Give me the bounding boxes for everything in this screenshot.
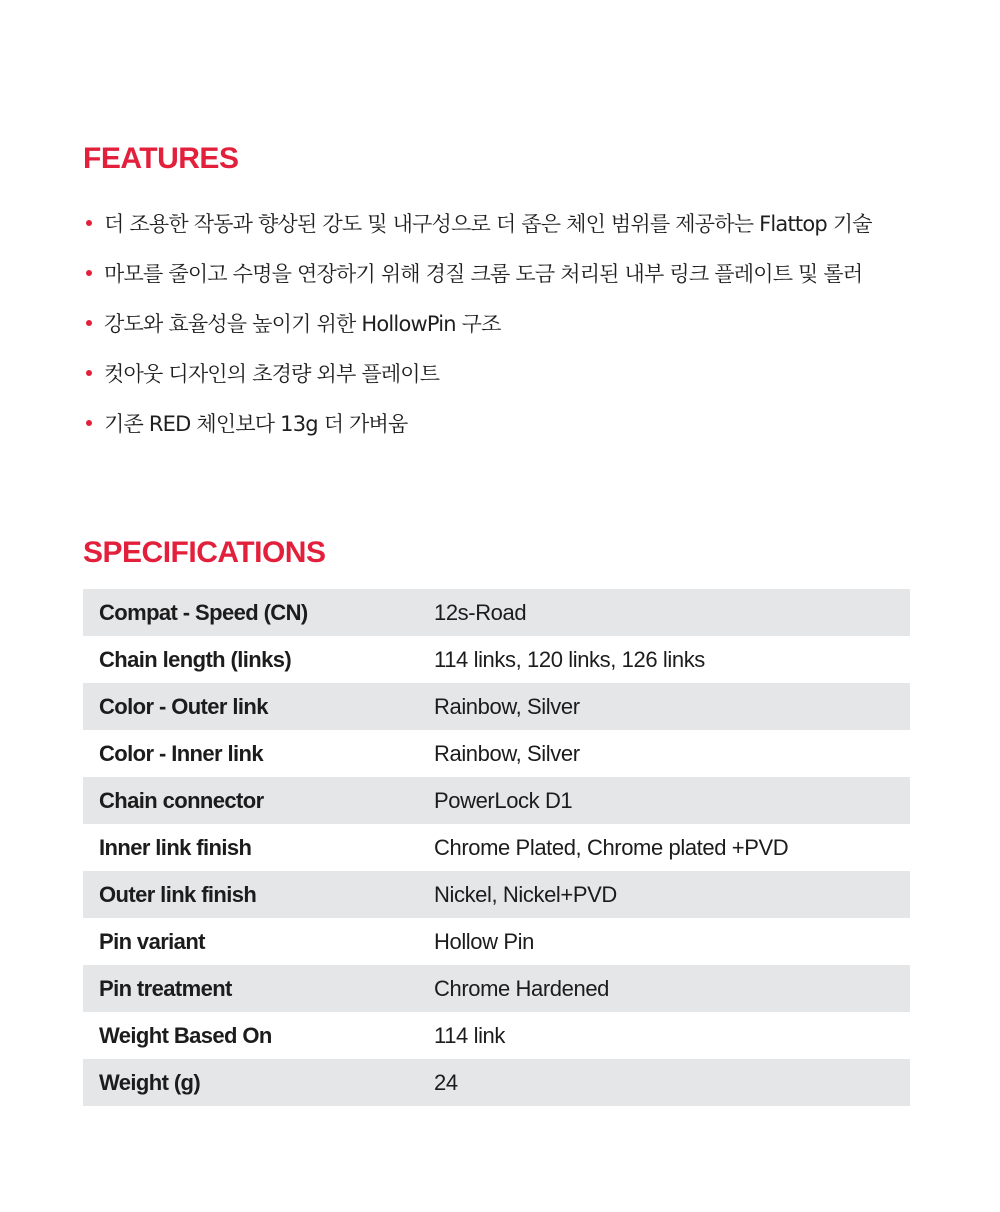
bullet-icon	[86, 420, 92, 426]
spec-value: Rainbow, Silver	[434, 683, 910, 730]
spec-row-chain-connector	[83, 777, 910, 824]
spec-row-inner-link-finish	[83, 824, 910, 871]
spec-value: 114 links, 120 links, 126 links	[434, 646, 705, 672]
spec-row-color-inner-link	[83, 730, 910, 777]
bullet-icon	[86, 270, 92, 276]
bullet-icon	[86, 370, 92, 376]
spec-row-color-outer-link	[83, 683, 910, 730]
spec-value: Chrome Hardened	[434, 965, 910, 1012]
spec-label: Weight Based On	[99, 1022, 272, 1048]
bullet-icon	[86, 320, 92, 326]
feature-text: 기존 RED 체인보다 13g 더 가벼움	[104, 412, 408, 436]
feature-text: 마모를 줄이고 수명을 연장하기 위해 경질 크롬 도금 처리된 내부 링크 플레이트 및 롤러	[104, 262, 863, 286]
spec-row-chain-length	[83, 636, 910, 683]
spec-label: Pin treatment	[83, 965, 434, 1012]
spec-label: Pin variant	[99, 928, 205, 954]
feature-item	[86, 248, 872, 298]
spec-label: Compat - Speed (CN)	[83, 589, 434, 636]
spec-label: Color - Inner link	[99, 740, 263, 766]
feature-item	[86, 348, 872, 398]
spec-row-weight-based-on	[83, 1012, 910, 1059]
spec-value: Hollow Pin	[434, 928, 534, 954]
spec-label: Weight (g)	[83, 1059, 434, 1106]
spec-value: Nickel, Nickel+PVD	[434, 871, 910, 918]
spec-value: 114 link	[434, 1022, 505, 1048]
spec-row-weight	[83, 1059, 910, 1106]
spec-value: 12s-Road	[434, 589, 910, 636]
spec-value: Chrome Plated, Chrome plated +PVD	[434, 834, 789, 860]
spec-row-compat-speed	[83, 589, 910, 636]
specifications-heading: SPECIFICATIONS	[83, 536, 326, 569]
spec-row-pin-variant	[83, 918, 910, 965]
features-heading: FEATURES	[83, 142, 239, 175]
spec-label: Color - Outer link	[83, 683, 434, 730]
spec-label: Chain length (links)	[99, 646, 292, 672]
spec-label: Chain connector	[83, 777, 434, 824]
feature-text: 강도와 효율성을 높이기 위한 HollowPin 구조	[104, 312, 501, 336]
spec-row-pin-treatment	[83, 965, 910, 1012]
bullet-icon	[86, 220, 92, 226]
spec-value: PowerLock D1	[434, 777, 910, 824]
feature-item	[86, 398, 872, 448]
feature-text: 더 조용한 작동과 향상된 강도 및 내구성으로 더 좁은 체인 범위를 제공하는 Flattop 기술	[104, 212, 872, 236]
spec-label: Outer link finish	[83, 871, 434, 918]
feature-item	[86, 198, 872, 248]
spec-value: 24	[434, 1059, 910, 1106]
features-list	[86, 198, 872, 448]
spec-label: Inner link finish	[99, 834, 252, 860]
spec-value: Rainbow, Silver	[434, 740, 580, 766]
feature-item	[86, 298, 872, 348]
feature-text: 컷아웃 디자인의 초경량 외부 플레이트	[104, 362, 440, 386]
spec-row-outer-link-finish	[83, 871, 910, 918]
specifications-table	[83, 589, 910, 1106]
